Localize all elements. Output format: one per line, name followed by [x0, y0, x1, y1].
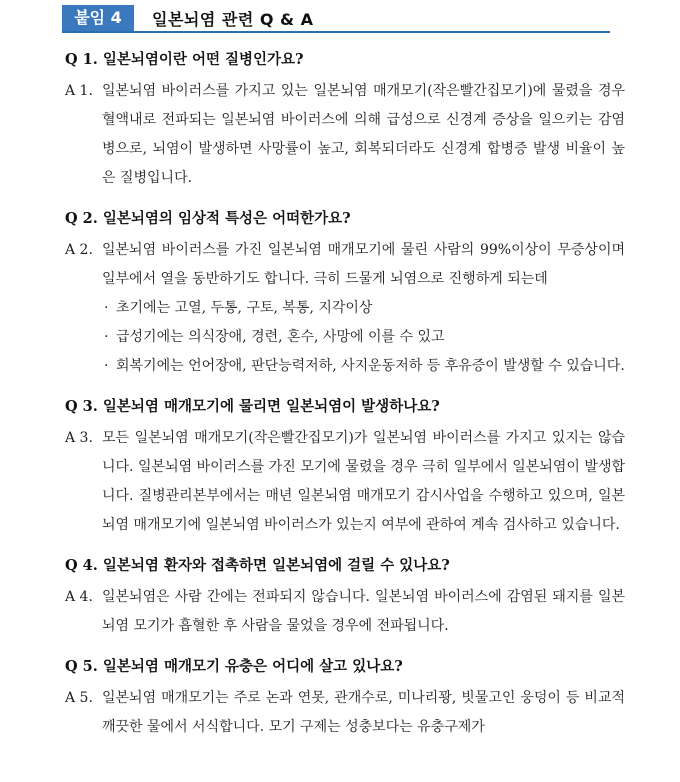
answer-label: A 3.: [65, 430, 93, 446]
qa-item-4: [65, 554, 625, 641]
answer-text: 일본뇌염은 사람 간에는 전파되지 않습니다. 일본뇌염 바이러스에 감염된 돼지를 일본뇌염 모기가 흡혈한 후 사람을 물었을 경우에 전파됩니다.: [102, 589, 625, 634]
symptom-list: [102, 294, 625, 381]
list-item: · 급성기에는 의식장애, 경련, 혼수, 사망에 이를 수 있고: [102, 323, 625, 352]
question-5: Q 5. 일본뇌염 매개모기 유충은 어디에 살고 있나요?: [65, 658, 403, 675]
qa-item-3: [65, 395, 625, 540]
answer-label: A 5.: [65, 690, 93, 706]
answer-text: 일본뇌염 바이러스를 가지고 있는 일본뇌염 매개모기(작은빨간집모기)에 물렸을 경우 혈액내로 전파되는 일본뇌염 바이러스에 의해 급성으로 신경계 증상을 일으키는 감염병으로, 뇌염이 발생하면 사망률이 높고, 회복되더라도 신경계 합병증 발생 비율이 높은 질병입니다.: [102, 83, 625, 186]
section-header: [62, 5, 610, 33]
answer-3: [65, 424, 625, 540]
answer-text: 일본뇌염 매개모기는 주로 논과 연못, 관개수로, 미나리꽝, 빗물고인 웅덩이 등 비교적 깨끗한 물에서 서식합니다. 모기 구제는 성충보다는 유충구제가: [102, 690, 625, 735]
header-underline: [62, 31, 610, 33]
attachment-tag: 붙임 4: [62, 5, 134, 31]
answer-2: [65, 236, 625, 381]
page-title: 일본뇌염 관련 Q & A: [152, 10, 314, 29]
qa-list: [65, 48, 625, 742]
qa-item-2: [65, 207, 625, 381]
answer-label: A 2.: [65, 242, 93, 258]
question-2: Q 2. 일본뇌염의 임상적 특성은 어떠한가요?: [65, 210, 351, 227]
question-1: Q 1. 일본뇌염이란 어떤 질병인가요?: [65, 51, 304, 68]
qa-item-1: [65, 48, 625, 193]
list-item: · 회복기에는 언어장애, 판단능력저하, 사지운동저하 등 후유증이 발생할 수 있습니다.: [102, 352, 625, 381]
answer-text: 일본뇌염 바이러스를 가진 일본뇌염 매개모기에 물린 사람의 99%이상이 무증상이며 일부에서 열을 동반하기도 합니다. 극히 드물게 뇌염으로 진행하게 되는데: [102, 242, 625, 287]
question-4: Q 4. 일본뇌염 환자와 접촉하면 일본뇌염에 걸릴 수 있나요?: [65, 557, 450, 574]
question-3: Q 3. 일본뇌염 매개모기에 물리면 일본뇌염이 발생하나요?: [65, 398, 440, 415]
answer-4: [65, 583, 625, 641]
answer-text: 모든 일본뇌염 매개모기(작은빨간집모기)가 일본뇌염 바이러스를 가지고 있지는 않습니다. 일본뇌염 바이러스를 가진 모기에 물렸을 경우 극히 일부에서 일본뇌염이 발생합니다. 질병관리본부에서는 매년 일본뇌염 매개모기 감시사업을 수행하고 있으며, 일본뇌염 매개모기에 일본뇌염 바이러스가 있는지 여부에 관하여 계속 검사하고 있습니다.: [102, 430, 625, 533]
answer-label: A 1.: [65, 83, 93, 99]
list-item: · 초기에는 고열, 두통, 구토, 복통, 지각이상: [102, 294, 625, 323]
qa-item-5: [65, 655, 625, 742]
answer-label: A 4.: [65, 589, 93, 605]
answer-5: [65, 684, 625, 742]
answer-1: [65, 77, 625, 193]
